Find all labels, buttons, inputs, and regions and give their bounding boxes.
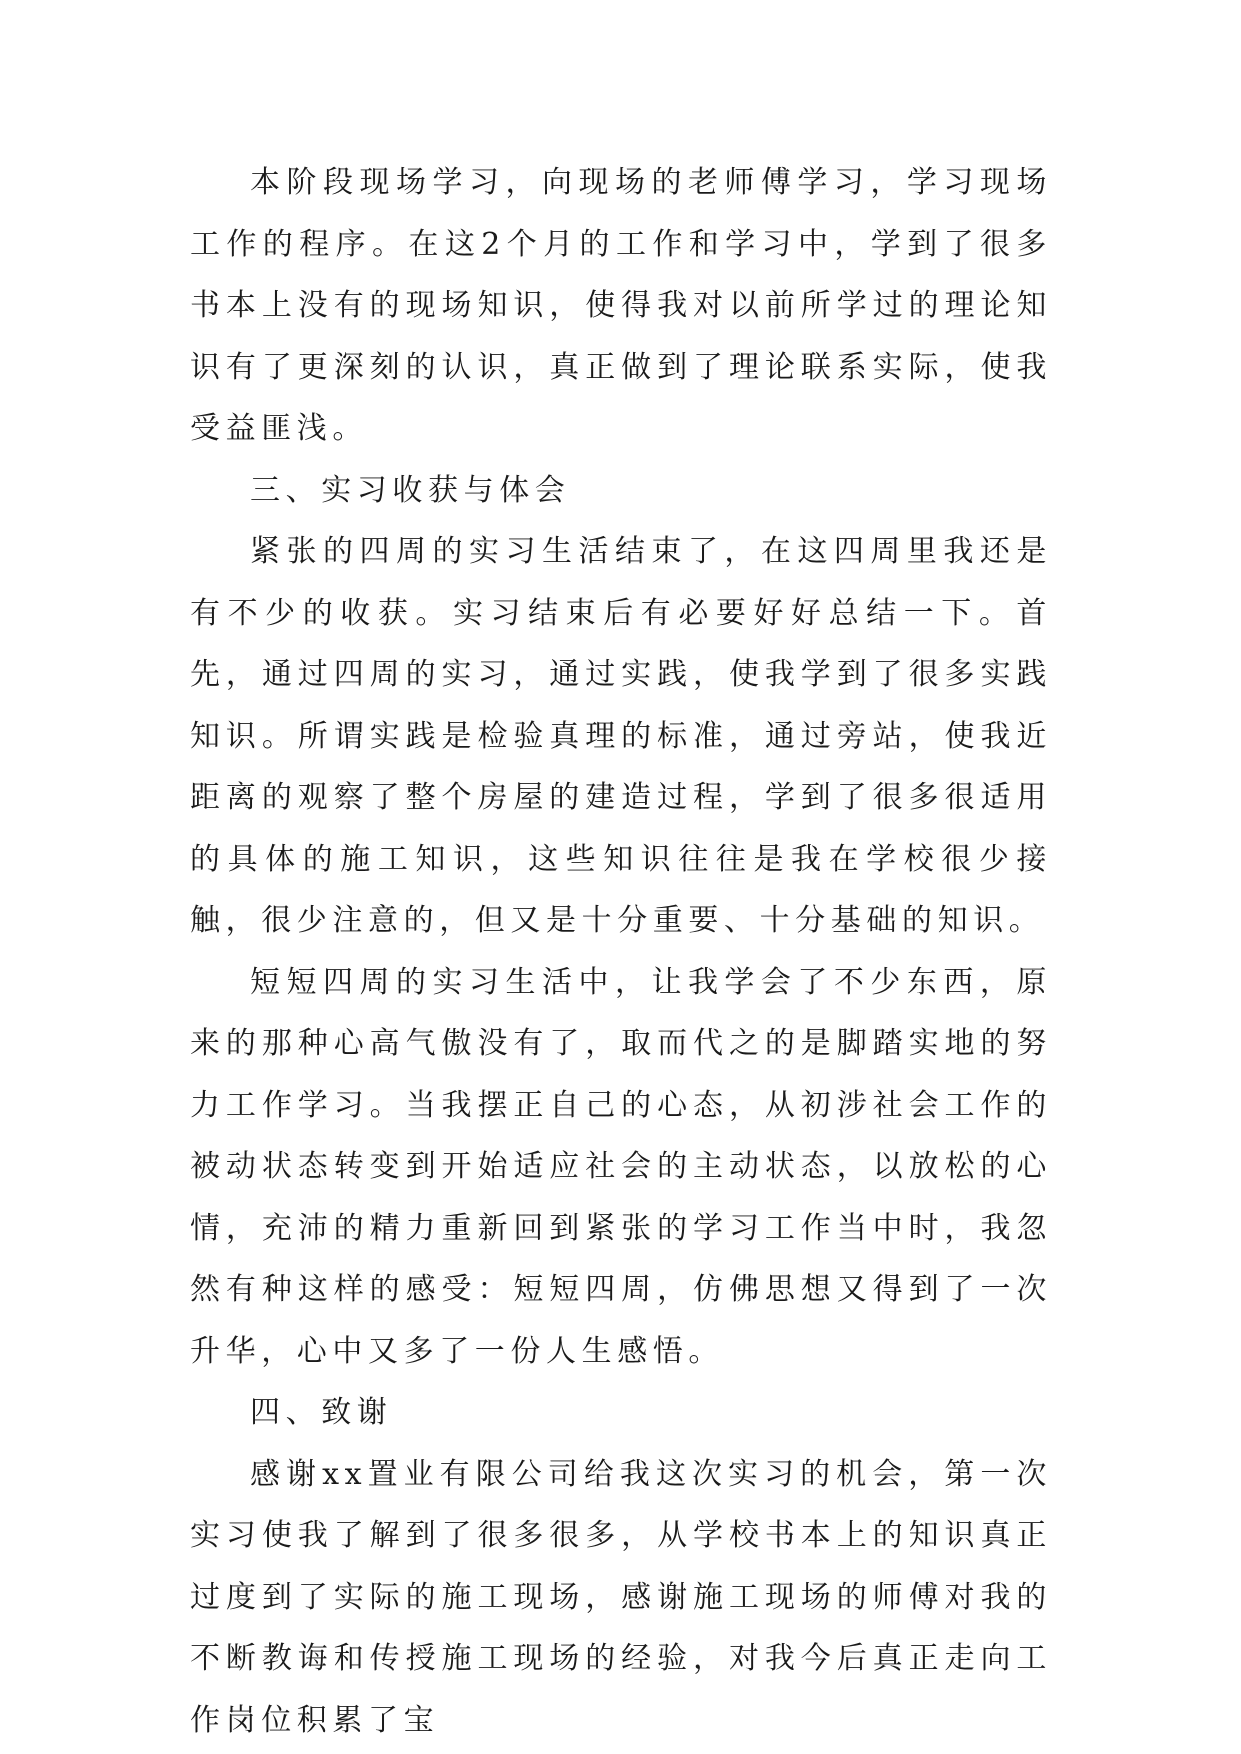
section-heading-thanks: 四、致谢 xyxy=(250,1395,393,1430)
paragraph-reflection: 短短四周的实习生活中，让我学会了不少东西，原来的那种心高气傲没有了，取而代之的是脚踏实地的努力工作学习。当我摆正自己的心态，从初涉社会工作的被动状态转变到开始适应社会的主动状态，以放松的心情，充沛的精力重新回到紧张的学习工作当中时，我忽然有种这样的感受：短短四周，仿佛思想又得到了一次升华，心中又多了一份人生感悟。 xyxy=(190,964,1052,1369)
document-body xyxy=(190,152,1052,1751)
paragraph-onsite-learning: 本阶段现场学习，向现场的老师傅学习，学习现场工作的程序。在这2个月的工作和学习中，学到了很多书本上没有的现场知识，使得我对以前所学过的理论知识有了更深刻的认识，真正做到了理论联系实际，使我受益匪浅。 xyxy=(190,165,1052,446)
section-heading-gains: 三、实习收获与体会 xyxy=(250,472,571,508)
paragraph-thanks: 感谢xx置业有限公司给我这次实习的机会，第一次实习使我了解到了很多很多，从学校书本上的知识真正过度到了实际的施工现场，感谢施工现场的师傅对我的不断教诲和传授施工现场的经验，对我今后真正走向工作岗位积累了宝 xyxy=(190,1456,1052,1738)
paragraph-gains: 紧张的四周的实习生活结束了，在这四周里我还是有不少的收获。实习结束后有必要好好总结一下。首先，通过四周的实习，通过实践，使我学到了很多实践知识。所谓实践是检验真理的标准，通过旁站，使我近距离的观察了整个房屋的建造过程，学到了很多很适用的具体的施工知识，这些知识往往是我在学校很少接触，很少注意的，但又是十分重要、十分基础的知识。 xyxy=(190,534,1052,938)
